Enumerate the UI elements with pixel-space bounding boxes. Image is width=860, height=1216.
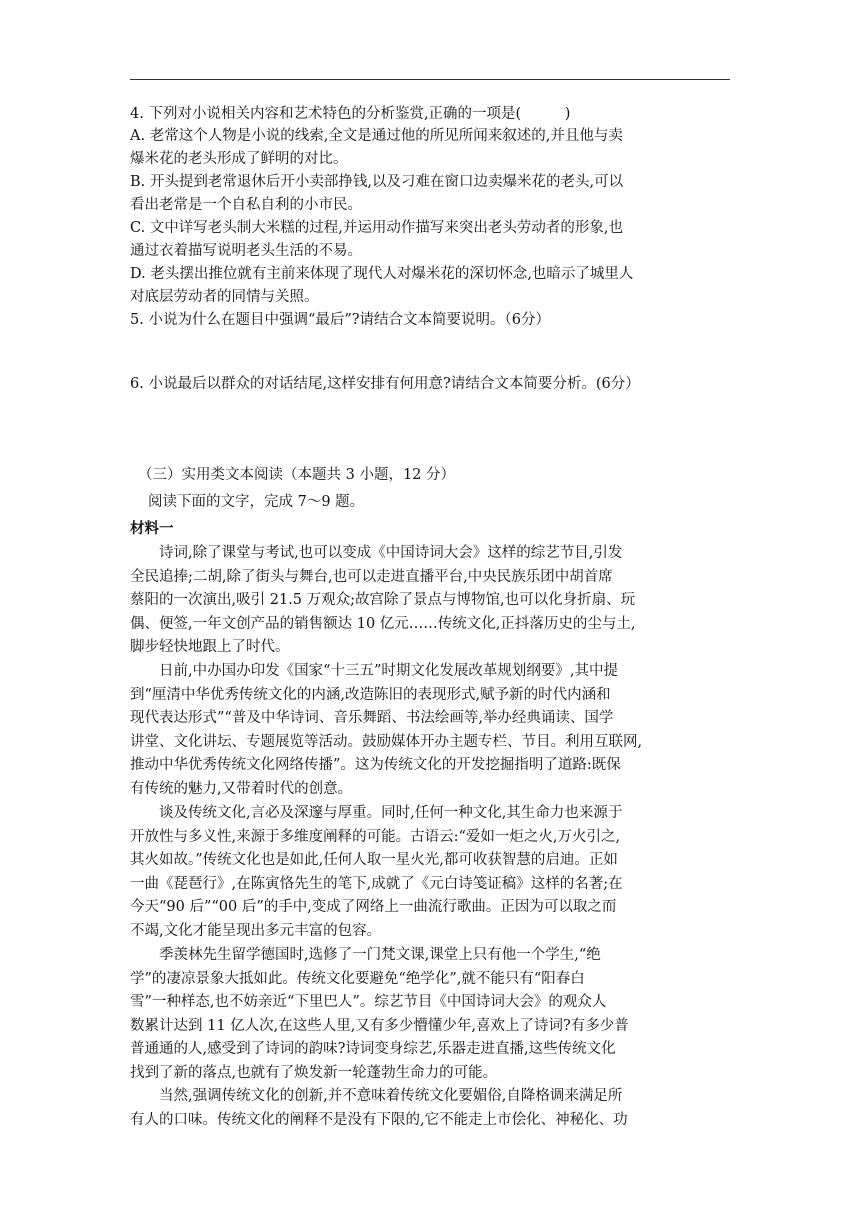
paragraph-line: 脚步轻快地跟上了时代。 <box>130 639 290 656</box>
paragraph-line: 当然,强调传统文化的创新,并不意味着传统文化要媚俗,自降格调来满足所 <box>130 1088 623 1104</box>
header-rule <box>130 79 730 80</box>
paragraph-line: 一曲《琵琶行》,在陈寅恪先生的笔下,成就了《元白诗笺证稿》这样的名著;在 <box>130 875 623 892</box>
paragraph-line: 今天“90 后”“00 后”的手中,变成了网络上一曲流行歌曲。正因为可以取之而 <box>130 899 617 916</box>
paragraph-line: 讲堂、文化讲坛、专题展览等活动。鼓励媒体开办主题专栏、节目。利用互联网, <box>130 733 643 750</box>
paragraph-line: 找到了新的落点,也就有了焕发新一轮蓬勃生命力的可能。 <box>130 1064 498 1081</box>
paragraph-line: 偶、便签,一年文创产品的销售额达 10 亿元……传统文化,正抖落历史的尘与土, <box>130 615 636 632</box>
q4-option-b-line1: B. 开头提到老常退休后开小卖部挣钱,以及刁难在窗口边卖爆米花的老头,可以 <box>130 174 624 190</box>
paragraph-line: 普通通的人,感受到了诗词的韵味?诗词变身综艺,乐器走进直播,这些传统文化 <box>130 1041 616 1058</box>
material-one-paragraph-3 <box>130 802 735 944</box>
q4-option-c-line1: C. 文中详写老头制大米糕的过程,并运用动作描写来突出老头劳动者的形象,也 <box>130 220 624 236</box>
paragraph-line: 日前,中办国办印发《国家“十三五”时期文化发展改革规划纲要》,其中提 <box>130 663 619 679</box>
section-3-instruction: 阅读下面的文字，完成 7～9 题。 <box>148 494 365 510</box>
paragraph-line: 推动中华优秀传统文化网络传播”。这为传统文化的开发挖掘指明了道路:既保 <box>130 757 621 774</box>
paragraph-line: 全民追捧;二胡,除了街头与舞台,也可以走进直播平台,中央民族乐团中胡首席 <box>130 568 613 585</box>
paragraph-line: 有传统的魅力,又带着时代的创意。 <box>130 780 353 797</box>
question-4-stem: 4. 下列对小说相关内容和艺术特色的分析鉴赏,正确的一项是( ) <box>130 106 571 122</box>
material-one-paragraph-1 <box>130 542 735 660</box>
paragraph-line: 雪”一种样态,也不妨亲近“下里巴人”。综艺节目《中国诗词大会》的观众人 <box>130 994 607 1011</box>
paragraph-line: 其火如故。”传统文化也是如此,任何人取一星火光,都可收获智慧的启迪。正如 <box>130 852 618 869</box>
question-6: 6. 小说最后以群众的对话结尾,这样安排有何用意?请结合文本简要分析。(6分） <box>130 376 640 392</box>
paragraph-line: 蔡阳的一次演出,吸引 21.5 万观众;故宫除了景点与博物馆,也可以化身折扇、玩 <box>130 592 636 609</box>
paragraph-line: 诗词,除了课堂与考试,也可以变成《中国诗词大会》这样的综艺节目,引发 <box>130 545 623 561</box>
material-one-paragraph-2 <box>130 660 735 802</box>
q4-option-d-line2: 对底层劳动者的同情与关照。 <box>130 289 319 305</box>
paragraph-line: 开放性与多义性,来源于多维度阐释的可能。古语云:“爱如一炬之火,万火引之, <box>130 828 621 845</box>
paragraph-line: 现代表达形式”“普及中华诗词、音乐舞蹈、书法绘画等,举办经典诵读、国学 <box>130 710 614 727</box>
paragraph-line: 到“厘清中华优秀传统文化的内涵,改造陈旧的表现形式,赋予新的时代内涵和 <box>130 686 611 703</box>
paragraph-line: 数累计达到 11 亿人次,在这些人里,又有多少懵懂少年,喜欢上了诗词?有多少普 <box>130 1017 629 1034</box>
q4-option-d-line1: D. 老头摆出推位就有主前来体现了现代人对爆米花的深切怀念,也暗示了城里人 <box>130 266 634 282</box>
q4-option-c-line2: 通过衣着描写说明老头生活的不易。 <box>130 243 362 259</box>
material-one-paragraph-4 <box>130 944 735 1086</box>
paragraph-line: 有人的口味。传统文化的阐释不是没有下限的,它不能走上市侩化、神秘化、功 <box>130 1111 628 1128</box>
material-one-paragraph-5 <box>130 1085 735 1132</box>
paragraph-line: 谈及传统文化,言必及深邃与厚重。同时,任何一种文化,其生命力也来源于 <box>130 805 623 821</box>
paragraph-line: 季羡林先生留学德国时,选修了一门梵文课,课堂上只有他一个学生,“绝 <box>130 947 601 963</box>
q4-option-a-line2: 爆米花的老头形成了鲜明的对比。 <box>130 151 348 167</box>
section-3-title: （三）实用类文本阅读（本题共 3 小题，12 分） <box>138 467 456 483</box>
q4-option-a-line1: A. 老常这个人物是小说的线索,全文是通过他的所见所闻来叙述的,并且他与卖 <box>130 128 623 144</box>
q4-option-b-line2: 看出老常是一个自私自利的小市民。 <box>130 197 362 213</box>
material-one-label: 材料一 <box>130 521 174 537</box>
question-5: 5. 小说为什么在题目中强调“最后”?请结合文本简要说明。（6分） <box>130 312 551 328</box>
paragraph-line: 学”的凄凉景象大抵如此。传统文化要避免“绝学化”,就不能只有“阳春白 <box>130 970 585 987</box>
paragraph-line: 不竭,文化才能呈现出多元丰富的包容。 <box>130 922 382 939</box>
